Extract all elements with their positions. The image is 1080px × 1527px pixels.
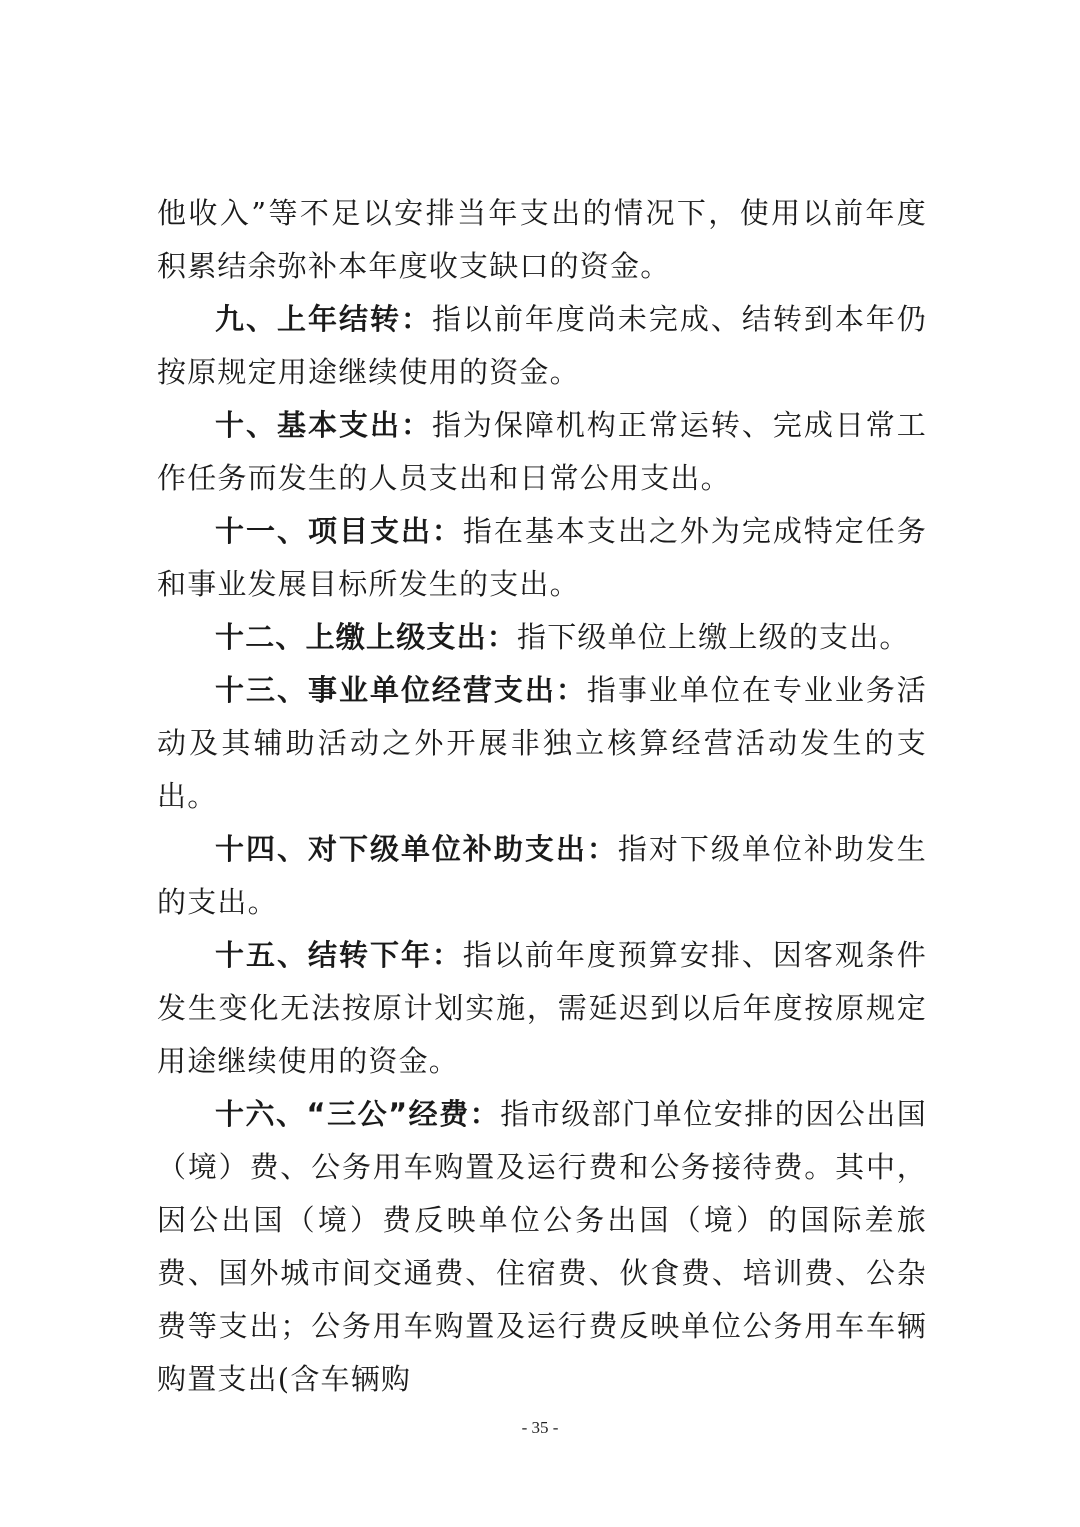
term-heading: 十三、事业单位经营支出： xyxy=(215,673,587,707)
paragraph-definition xyxy=(157,1088,927,1406)
term-heading: 十二、上缴上级支出： xyxy=(215,620,518,654)
paragraph-text: 指对下级单位补助发生的支出。 xyxy=(157,832,927,919)
paragraph-text: 指事业单位在专业业务活动及其辅助活动之外开展非独立核算经营活动发生的支出。 xyxy=(157,673,927,813)
paragraph-text: 他收入”等不足以安排当年支出的情况下，使用以前年度积累结余弥补本年度收支缺口的资金。 xyxy=(157,196,927,283)
paragraph-text: 指下级单位上缴上级的支出。 xyxy=(517,620,910,654)
body-text xyxy=(157,187,927,1406)
paragraph-text: 指以前年度预算安排、因客观条件发生变化无法按原计划实施，需延迟到以后年度按原规定用途继续使用的资金。 xyxy=(157,938,927,1078)
term-heading: 十、基本支出： xyxy=(215,408,432,442)
paragraph-text: 指市级部门单位安排的因公出国（境）费、公务用车购置及运行费和公务接待费。其中，因公出国（境）费反映单位公务出国（境）的国际差旅费、国外城市间交通费、住宿费、伙食费、培训费、公杂费等支出；公务用车购置及运行费反映单位公务用车车辆购置支出(含车辆购 xyxy=(157,1097,927,1396)
paragraph-text: 指为保障机构正常运转、完成日常工作任务而发生的人员支出和日常公用支出。 xyxy=(157,408,927,495)
paragraph-definition xyxy=(157,293,927,399)
term-heading: 十六、“三公”经费： xyxy=(215,1097,501,1131)
paragraph-definition xyxy=(157,929,927,1088)
paragraph-definition xyxy=(157,664,927,823)
paragraph-definition xyxy=(157,505,927,611)
paragraph-text: 指在基本支出之外为完成特定任务和事业发展目标所发生的支出。 xyxy=(157,514,927,601)
paragraph-definition xyxy=(157,611,927,664)
term-heading: 九、上年结转： xyxy=(215,302,432,336)
paragraph-text: 指以前年度尚未完成、结转到本年仍按原规定用途继续使用的资金。 xyxy=(157,302,927,389)
term-heading: 十四、对下级单位补助支出： xyxy=(215,832,618,866)
term-heading: 十一、项目支出： xyxy=(215,514,463,548)
paragraph-continuation xyxy=(157,187,927,293)
paragraph-definition xyxy=(157,823,927,929)
term-heading: 十五、结转下年： xyxy=(215,938,463,972)
page-number: - 35 - xyxy=(521,1418,559,1437)
paragraph-definition xyxy=(157,399,927,505)
